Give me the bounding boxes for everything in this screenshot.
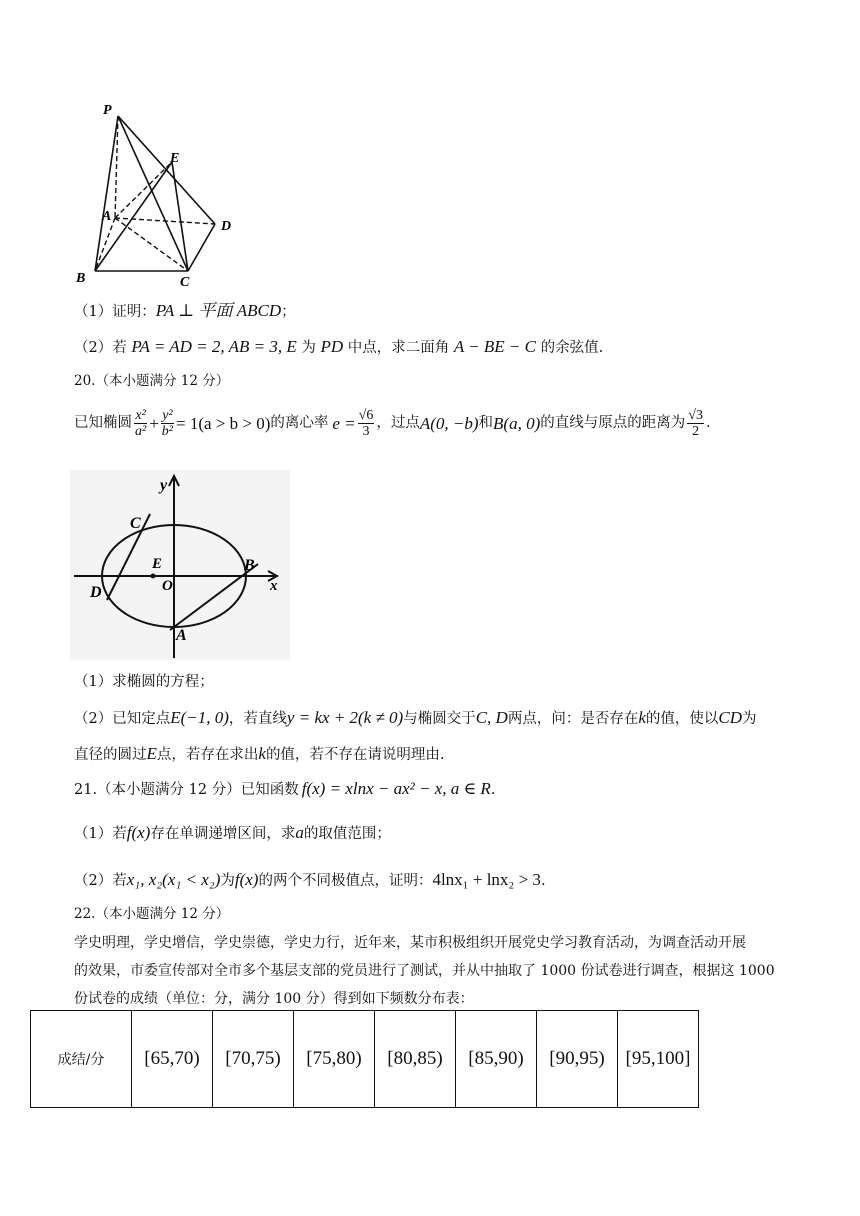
q21-part2: （2）若x₁, x₂(x₁ < x₂)为f(x)的两个不同极值点，证明：4lnx₁ + lnx₂ > 3. bbox=[74, 870, 546, 889]
math: e = bbox=[332, 414, 356, 433]
fraction-y2-b2: $\frac{\text{y²}}{\text{b²}}$ bbox=[161, 408, 173, 439]
ellipse-figure bbox=[70, 470, 290, 660]
pyramid-figure bbox=[70, 96, 250, 286]
q21-header: 21.（本小题满分 12 分）已知函数 f(x) = xlnx − ax² − x, a ∈ R. bbox=[74, 779, 496, 798]
math: a bbox=[295, 823, 304, 842]
math: x₁, x₂(x₁ < x₂) bbox=[126, 870, 221, 889]
math: 4lnx₁ + lnx₂ > 3 bbox=[432, 870, 541, 889]
table-cell: [90,95) bbox=[537, 1011, 618, 1108]
fraction-x2-a2: $\frac{\text{x²}}{\text{a²}}$ bbox=[135, 408, 147, 439]
q20-header: 20.（本小题满分 12 分） bbox=[74, 373, 230, 389]
figure-label-e: E bbox=[152, 556, 163, 572]
math: y = kx + 2(k ≠ 0) bbox=[286, 708, 404, 727]
figure-label-x: x bbox=[270, 578, 278, 594]
fraction-sqrt3-2: $\frac{√3}{2}$ bbox=[688, 408, 703, 439]
q19-part2: （2）若 PA = AD = 2, AB = 3, E 为 PD 中点，求二面角 A − BE − C 的余弦值. bbox=[74, 337, 604, 356]
math: k bbox=[638, 708, 646, 727]
table-cell: [80,85) bbox=[375, 1011, 456, 1108]
math: E bbox=[146, 744, 157, 763]
math: PA = AD = 2, AB = 3, E bbox=[131, 337, 297, 356]
figure-label-d: D bbox=[221, 219, 232, 234]
math: A(0, −b) bbox=[419, 414, 479, 433]
q21-part1: （1）若f(x)存在单调递增区间，求a的取值范围； bbox=[74, 823, 391, 842]
figure-label-a: A bbox=[176, 627, 187, 644]
q22-header: 22.（本小题满分 12 分） bbox=[74, 906, 230, 922]
table-header-cell: 成结/分 bbox=[31, 1011, 132, 1108]
figure-label-y: y bbox=[160, 477, 168, 494]
fraction-sqrt6-3: $\frac{√6}{3}$ bbox=[358, 408, 374, 439]
frequency-table bbox=[30, 1010, 699, 1108]
table-cell: [85,90) bbox=[456, 1011, 537, 1108]
math: C, D bbox=[475, 708, 508, 727]
table-cell: [70,75) bbox=[213, 1011, 294, 1108]
q22-paragraph-line1: 学史明理，学史增信，学史崇德，学史力行，近年来，某市积极组织开展党史学习教育活动，为调查活动开展 bbox=[74, 935, 746, 951]
math: CD bbox=[718, 708, 742, 727]
math: A − BE − C bbox=[453, 337, 536, 356]
q20-stem: 已知椭圆 $\frac{\text{x²}}{\text{a²}}$ + $\frac{\text{y²}}{\text{b²}}$ = 1(a > b > 0) 的离心率 e = $\frac{√6}{3}$ ，过点 A(0, −b) 和 B(a, 0) 的直线与原点的距离为 $\frac{√3}{2}$ . bbox=[74, 408, 711, 439]
q22-paragraph-line3: 份试卷的成绩（单位：分，满分 100 分）得到如下频数分布表： bbox=[74, 991, 474, 1007]
figure-label-e: E bbox=[170, 151, 180, 166]
math: k bbox=[258, 744, 266, 763]
table-cell: [65,70) bbox=[132, 1011, 213, 1108]
figure-label-b: B bbox=[244, 557, 255, 574]
table-row bbox=[31, 1011, 699, 1108]
figure-label-c: C bbox=[180, 275, 190, 286]
math: B(a, 0) bbox=[493, 414, 541, 433]
math: f(x) = xlnx − ax² − x, a ∈ R bbox=[301, 779, 491, 798]
math: f(x) bbox=[126, 823, 151, 842]
math: E(−1, 0) bbox=[170, 708, 229, 727]
q22-paragraph-line2: 的效果，市委宣传部对全市多个基层支部的党员进行了测试，并从中抽取了 1000 份试卷进行调查，根据这 1000 bbox=[74, 963, 775, 979]
figure-label-d: D bbox=[90, 584, 102, 601]
figure-label-o: O bbox=[162, 578, 173, 594]
q20-part1: （1）求椭圆的方程； bbox=[74, 674, 214, 690]
q20-part2: （2）已知定点E(−1, 0)，若直线y = kx + 2(k ≠ 0)与椭圆交于C, D两点，问：是否存在k的值，使以CD为 bbox=[74, 708, 757, 727]
math: = 1(a > b > 0) bbox=[176, 414, 271, 433]
figure-label-p: P bbox=[103, 103, 112, 118]
figure-label-a: A bbox=[102, 209, 112, 224]
math: PD bbox=[320, 337, 344, 356]
q19-part1: （1）证明：PA ⊥ 平面 ABCD； bbox=[74, 301, 296, 320]
table-cell: [75,80) bbox=[294, 1011, 375, 1108]
figure-label-b: B bbox=[76, 271, 86, 286]
math: f(x) bbox=[234, 870, 259, 889]
table-cell: [95,100] bbox=[618, 1011, 699, 1108]
figure-label-c: C bbox=[130, 515, 141, 532]
math: PA ⊥ 平面 ABCD bbox=[155, 301, 282, 320]
q20-part2-line2: 直径的圆过E点，若存在求出k的值，若不存在请说明理由. bbox=[74, 744, 445, 763]
